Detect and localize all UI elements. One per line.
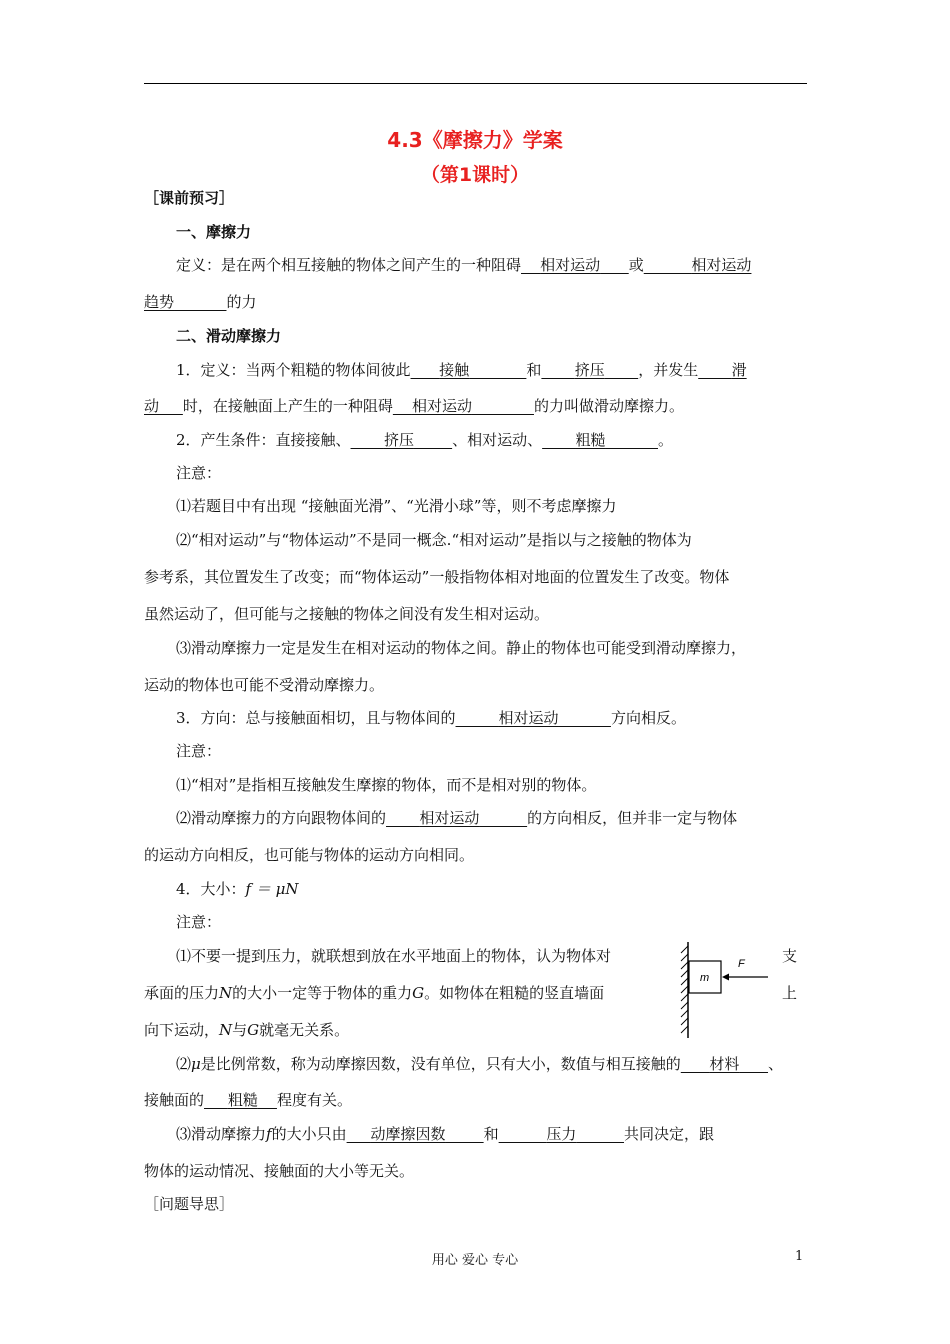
direction-note-2-cont: 的运动方向相反，也可能与物体的运动方向相同。 — [144, 846, 475, 864]
note-item-2: ⑵“相对运动”与“物体运动”不是同一概念.“相对运动”是指以与之接触的物体为 — [176, 531, 692, 549]
p1-line: 1．定义：当两个粗糙的物体间彼此 接触 和 挤压 ，并发生 滑 — [176, 361, 747, 379]
magnitude-note-2: ⑵μ是比例常数，称为动摩擦因数，没有单位，只有大小，数值与相互接触的 材料 、 — [176, 1055, 784, 1073]
page-number: 1 — [795, 1249, 804, 1264]
note-label: 注意： — [176, 464, 222, 482]
note-item-3: ⑶滑动摩擦力一定是发生在相对运动的物体之间。静止的物体也可能受到滑动摩擦力， — [176, 639, 747, 657]
note-item-1: ⑴若题目中有出现 “接触面光滑”、“光滑小球”等，则不考虑摩擦力 — [176, 497, 617, 515]
definition-line-cont: 趋势 的力 — [144, 293, 257, 311]
force-label: F — [738, 958, 745, 970]
magnitude-note-3: ⑶滑动摩擦力f的大小只由 动摩擦因数 和 压力 共同决定，跟 — [176, 1125, 715, 1143]
magnitude-note-1-cont: 向下运动，N与G就毫无关系。 — [144, 1021, 350, 1039]
force-arrowhead — [722, 974, 729, 981]
wall-block-diagram — [676, 940, 776, 1040]
p3-line: 3．方向：总与接触面相切，且与物体间的 相对运动 方向相反。 — [176, 709, 686, 727]
magnitude-note-1-cont: 承面的压力N的大小一定等于物体的重力G。如物体在粗糙的竖直墙面 — [144, 984, 605, 1002]
note-item-2-cont: 虽然运动了，但可能与之接触的物体之间没有发生相对运动。 — [144, 605, 550, 623]
p2-line: 2．产生条件：直接接触、 挤压 、相对运动、 粗糙 。 — [176, 431, 673, 449]
direction-note-1: ⑴“相对”是指相互接触发生摩擦的物体，而不是相对别的物体。 — [176, 776, 597, 794]
wall-hatching — [681, 946, 688, 1033]
magnitude-note-1: ⑴不要一提到压力，就联想到放在水平地面上的物体，认为物体对 — [176, 947, 612, 965]
note-item-2-cont: 参考系，其位置发生了改变；而“物体运动”一般指物体相对地面的位置发生了改变。物体 — [144, 568, 730, 586]
magnitude-note-2-cont: 接触面的 粗糙 程度有关。 — [144, 1091, 352, 1109]
heading-friction: 一、摩擦力 — [176, 223, 252, 241]
magnitude-note-3-cont: 物体的运动情况、接触面的大小等无关。 — [144, 1162, 415, 1180]
header-rule — [144, 83, 807, 84]
heading-sliding-friction: 二、滑动摩擦力 — [176, 327, 282, 345]
p1-line-cont: 动 时，在接触面上产生的一种阻碍 相对运动 的力叫做滑动摩擦力。 — [144, 397, 684, 415]
note-item-3-cont: 运动的物体也可能不受滑动摩擦力。 — [144, 676, 385, 694]
block-label: m — [700, 972, 710, 984]
page-title: 4.3《摩擦力》学案 — [387, 128, 563, 152]
page-subtitle: （第1课时） — [420, 164, 530, 186]
side-char: 支 — [782, 947, 798, 965]
note-label: 注意： — [176, 913, 222, 931]
note-label: 注意： — [176, 742, 222, 760]
section-guide: ［问题导思］ — [144, 1195, 235, 1213]
section-preview: ［课前预习］ — [144, 189, 235, 207]
p4-line: 4．大小：f ＝ μN — [176, 880, 299, 898]
direction-note-2: ⑵滑动摩擦力的方向跟物体间的 相对运动 的方向相反，但并非一定与物体 — [176, 809, 738, 827]
page-footer: 用心 爱心 专心 — [431, 1253, 519, 1268]
side-char: 上 — [782, 984, 798, 1002]
definition-line: 定义：是在两个相互接触的物体之间产生的一种阻碍 相对运动 或 相对运动 — [176, 256, 752, 274]
